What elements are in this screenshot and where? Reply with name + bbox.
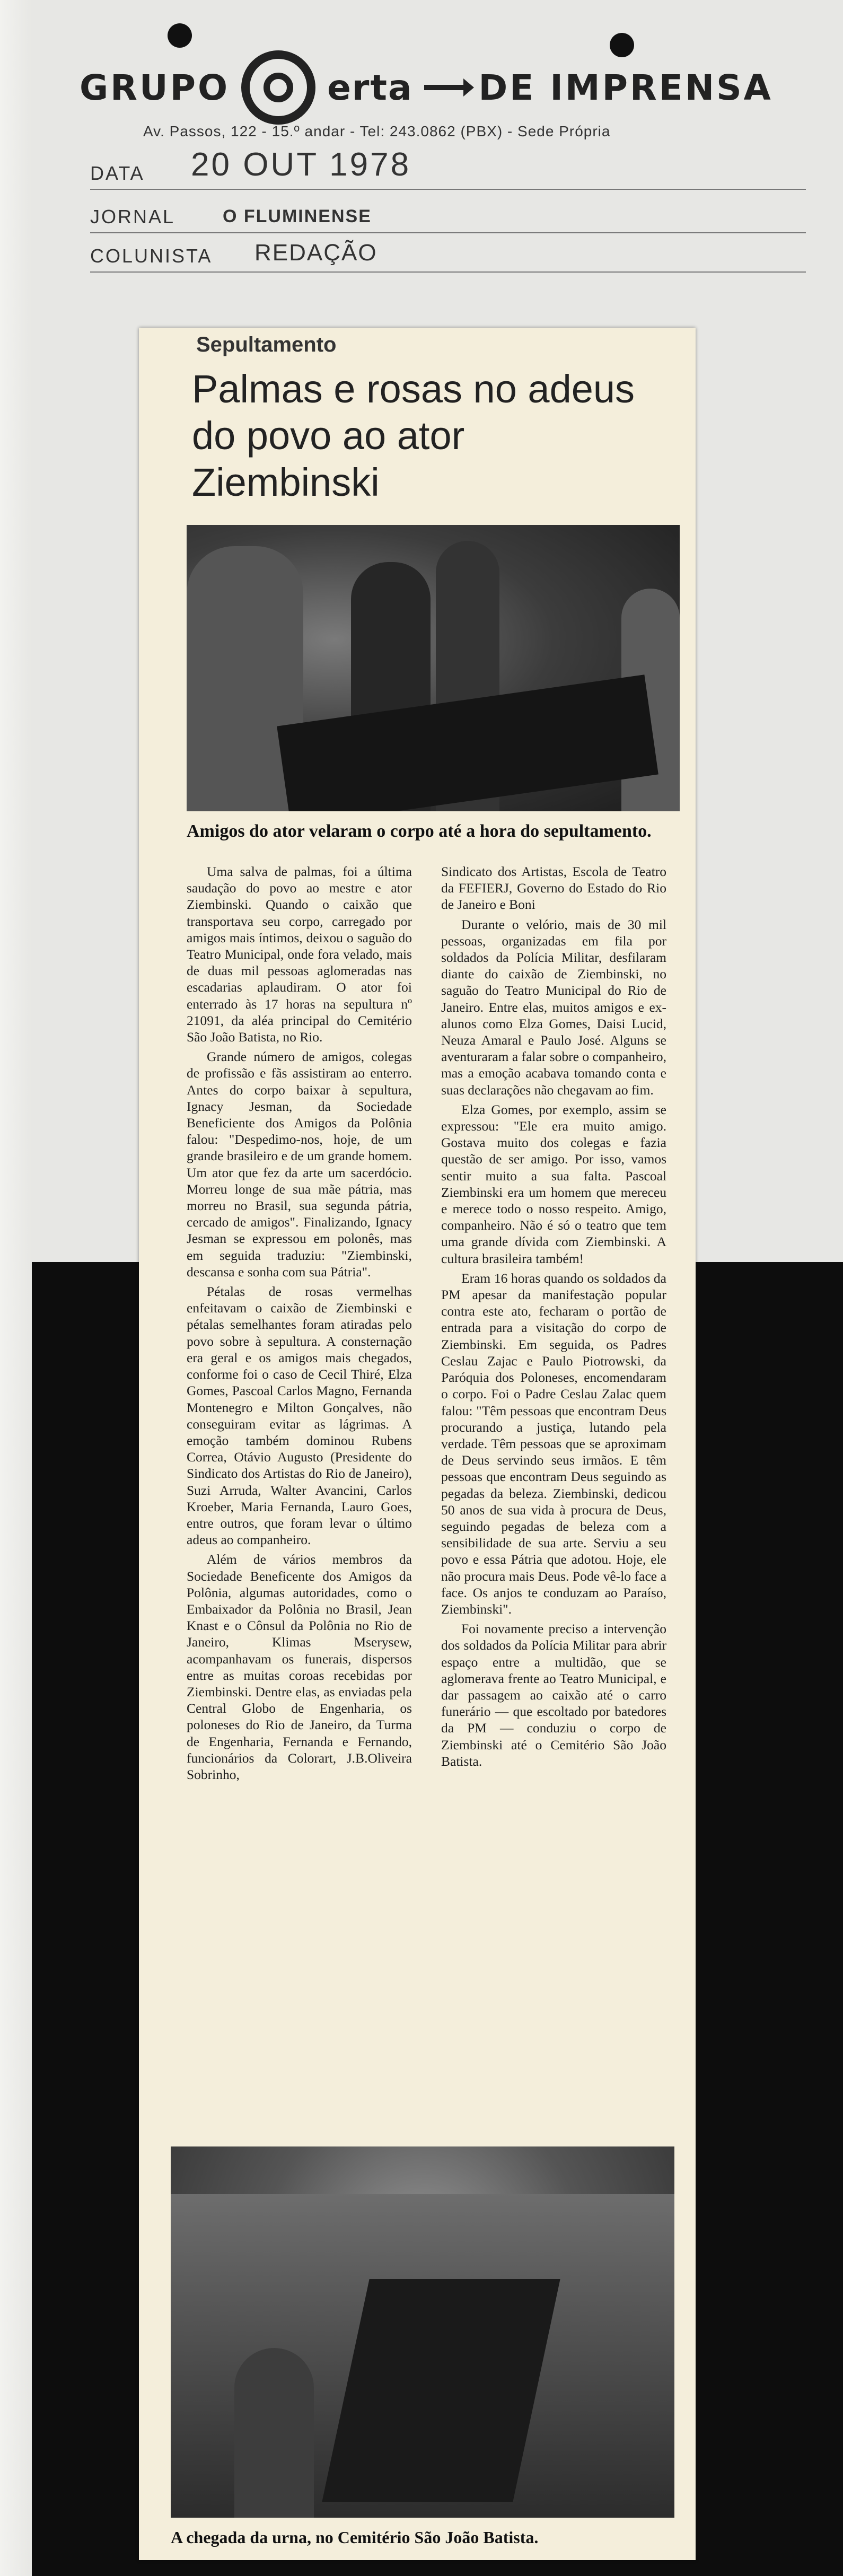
photo-burial: [171, 2146, 674, 2518]
field-jornal-value: O FLUMINENSE: [223, 206, 372, 226]
letterhead-title: [80, 58, 801, 117]
article-kicker: Sepultamento: [196, 333, 337, 356]
photo-wake-caption: Amigos do ator velaram o corpo até a hora do sepultamento.: [187, 821, 652, 841]
field-colunista: [90, 236, 806, 273]
photo-burial-caption: A chegada da urna, no Cemitério São João Batista.: [171, 2528, 539, 2547]
newspaper-clipping: [139, 328, 696, 2560]
brand-de-imprensa: DE IMPRENSA: [478, 67, 773, 108]
field-colunista-value: REDAÇÃO: [254, 240, 377, 266]
field-data-value: 20 OUT 1978: [191, 146, 411, 183]
brand-logo-icon: [241, 50, 315, 125]
article-column-2: [441, 863, 666, 1773]
field-colunista-label: COLUNISTA: [90, 245, 213, 267]
field-jornal: [90, 197, 806, 233]
article-headline: Palmas e rosas no adeus do povo ao ator Ziembinski: [192, 367, 635, 504]
field-data: [90, 146, 806, 190]
photo-burial-figure: [234, 2348, 314, 2518]
paragraph: Pétalas de rosas vermelhas enfeitavam o caixão de Ziembinski e pétalas semelhantes foram atiradas pelo povo sobre à sepultura. A consternação era geral e os amigos mais chegados, conforme foi o caso de Cecil Thiré, Elza Gomes, Pascoal Carlos Magno, Fernanda Montenegro e Milton Gonçalves, não conseguiram evitar as lágrimas. A emoção também dominou Rubens Correa, Otávio Augusto (Presidente do Sindicato dos Artistas do Rio de Janeiro), Suzi Arruda, Walter Avancini, Carlos Kroeber, Maria Fernanda, Lauro Goes, entre outros, que foram levar o último adeus ao companheiro.: [187, 1284, 412, 1548]
brand-grupo: GRUPO: [80, 67, 230, 108]
field-data-label: DATA: [90, 162, 145, 184]
field-jornal-label: JORNAL: [90, 206, 175, 227]
paragraph: Durante o velório, mais de 30 mil pessoas, organizadas em fila por soldados da Polícia Militar, desfilaram diante do caixão de Ziembinski, no saguão do Teatro Municipal do Rio de Janeiro. Entre elas, muitos amigos e ex-alunos como Elza Gomes, Daisi Lucid, Neuza Amaral e Paulo José. Alguns se aventuraram a falar sobre o companheiro, mas a emoção acabava tomando conta e suas declarações não chegavam ao fim.: [441, 916, 666, 1098]
paragraph: Uma salva de palmas, foi a última saudação do povo ao mestre e ator Ziembinski. Quando o caixão que transportava seu corpo, carregado por amigos mais íntimos, deixou o saguão do Teatro Municipal, onde fora velado, mais de duas mil pessoas aglomeradas nas escadarias aplaudiram. O ator foi enterrado às 17 horas na sepultura nº 21091, da aléa principal do Cemitério São João Batista, no Rio.: [187, 864, 412, 1045]
paragraph: Foi novamente preciso a intervenção dos soldados da Polícia Militar para abrir espaço entre a multidão, que se aglomerava frente ao Teatro Municipal, e dar passagem ao caixão até o carro funerário — que escoltado por batedores da PM — conduziu o corpo de Ziembinski até o Cemitério São João Batista.: [441, 1621, 666, 1769]
article-column-1: [187, 863, 412, 1786]
paragraph: Grande número de amigos, colegas de profissão e fãs assistiram ao enterro. Antes do corpo baixar à sepultura, Ignacy Jesman, da Sociedade Beneficiente dos Amigos da Polônia falou: "Despedimo-nos, hoje, de um grande brasileiro e de um grande homem. Um ator que fez da arte um sacerdócio. Morreu longe de sua mãe pátria, mas morreu no Brasil, sua segunda pátria, cercado de amigos". Finalizando, Ignacy Jesman se expressou em polonês, mas em seguida traduziu: "Ziembinski, descansa e sonha com sua Pátria".: [187, 1049, 412, 1280]
paper-edge: [0, 0, 32, 2576]
photo-wake: [187, 525, 680, 811]
paragraph: Eram 16 horas quando os soldados da PM apesar da manifestação popular contra este ato, fecharam o portão de entrada para a visitação do corpo de Ziembinski. Em seguida, os Padres Ceslau Zajac e Paulo Piotrowski, da Paróquia dos Poloneses, encomendaram o corpo. Foi o Padre Ceslau Zalac quem falou: "Têm pessoas que encontram Deus procurando a justiça, lutando pela verdade. Têm pessoas que se aproximam de Deus servindo seus irmãos. E têm pessoas que encontram Deus seguindo as pegadas da beleza. Ziembinski, dedicou 50 anos de sua vida à procura de Deus, seguindo pegadas de beleza com a sensibilidade de sua arte. Serviu a seu povo e essa Pátria que adotou. Hoje, ele não procura mais Deus. Pode vê-lo face a face. Os anjos te conduzam ao Paraíso, Ziembinski".: [441, 1270, 666, 1617]
letterhead-address: Av. Passos, 122 - 15.º andar - Tel: 243.0862 (PBX) - Sede Própria: [143, 123, 611, 139]
paragraph: Sindicato dos Artistas, Escola de Teatro da FEFIERJ, Governo do Estado do Rio de Janeiro e Boni: [441, 864, 666, 913]
paragraph: Além de vários membros da Sociedade Beneficente dos Amigos da Polônia, algumas autoridades, como o Embaixador da Polônia no Brasil, Jean Knast e o Cônsul da Polônia no Rio de Janeiro, Klimas Mserysew, acompanhavam os funerais, dispersos entre as muitas coroas recebidas por Ziembinski. Dentre elas, as enviadas pela Central Globo de Engenharia, os poloneses do Rio de Janeiro, da Turma de Engenharia, Fernanda e Fernando, funcionários da Colorart, J.B.Oliveira Sobrinho,: [187, 1552, 412, 1782]
arrow-icon: [424, 85, 467, 90]
paragraph: Elza Gomes, por exemplo, assim se expressou: "Ele era muito amigo. Gostava muito dos colegas e fazia questão de ser amigo. Por isso, vamos sentir muito a sua falta. Pascoal Ziembinski era um homem que mereceu e merece todo o nosso respeito. Amigo, companheiro. Não é só o teatro que tem uma grande dívida com Ziembinski. A cultura brasileira também!: [441, 1101, 666, 1266]
brand-certa: erta: [327, 67, 413, 108]
